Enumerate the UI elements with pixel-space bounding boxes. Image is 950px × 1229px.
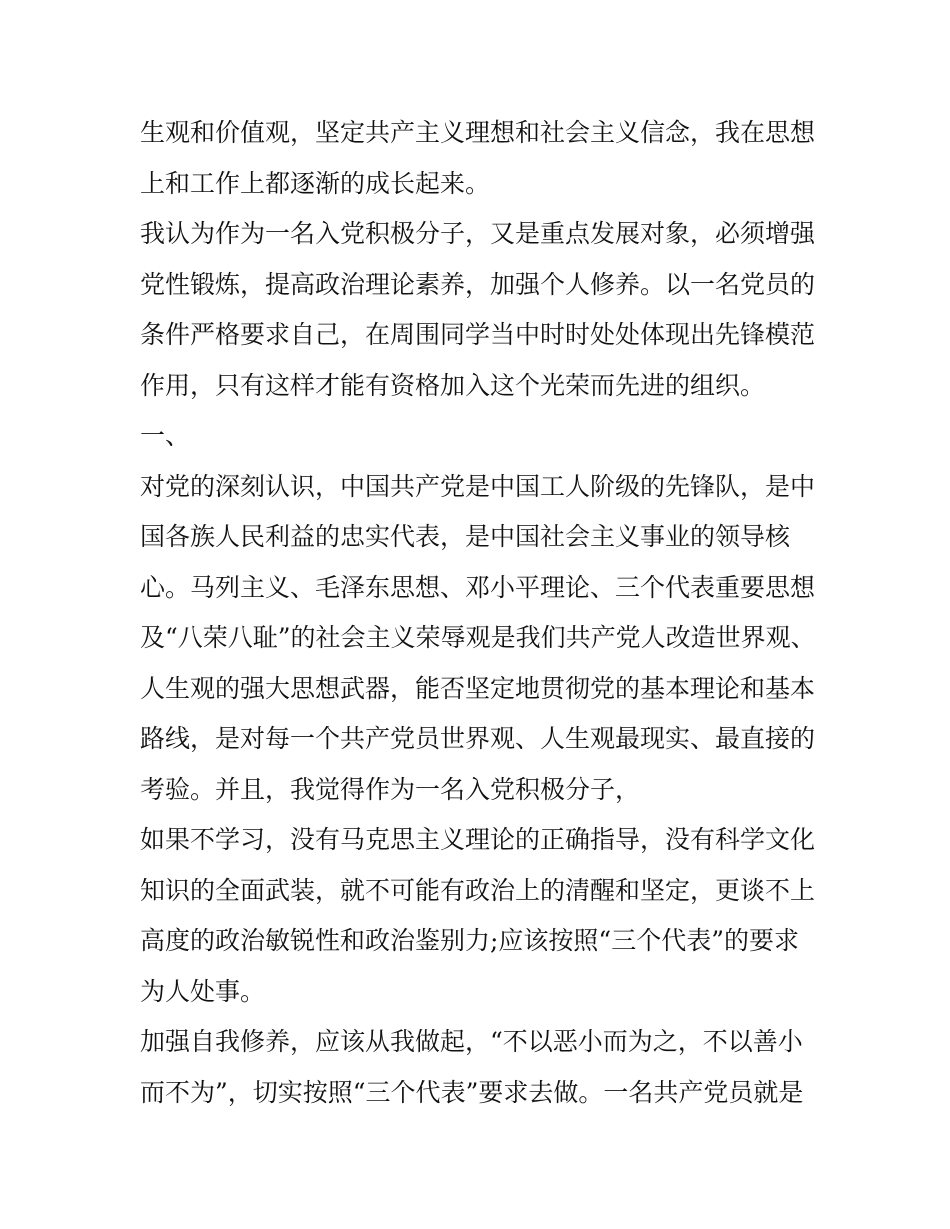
text-line: 生观和价值观，坚定共产主义理想和社会主义信念，我在思想 bbox=[140, 118, 816, 147]
text-line: 加强自我修养，应该从我做起，“不以恶小而为之，不以善小 bbox=[140, 1027, 803, 1056]
text-line: 高度的政治敏锐性和政治鉴别力;应该按照“三个代表”的要求 bbox=[140, 926, 799, 955]
text-line: 及“八荣八耻”的社会主义荣辱观是我们共产党人改造世界观、 bbox=[140, 623, 816, 652]
text-line: 知识的全面武装，就不可能有政治上的清醒和坚定，更谈不上 bbox=[140, 875, 816, 905]
text-line: 上和工作上都逐渐的成长起来。 bbox=[140, 168, 491, 198]
text-line: 如果不学习，没有马克思主义理论的正确指导，没有科学文化 bbox=[140, 825, 816, 854]
text-line: 路线，是对每一个共产党员世界观、人生观最现实、最直接的 bbox=[140, 724, 816, 753]
body-text bbox=[140, 108, 820, 1118]
text-line: 人生观的强大思想武器，能否坚定地贯彻党的基本理论和基本 bbox=[140, 673, 816, 703]
text-line: 考验。并且，我觉得作为一名入党积极分子， bbox=[140, 774, 641, 804]
text-line: 为人处事。 bbox=[140, 976, 266, 1006]
text-line: 条件严格要求自己，在周围同学当中时时处处体现出先锋模范 bbox=[140, 320, 816, 349]
text-line: 对党的深刻认识，中国共产党是中国工人阶级的先锋队，是中 bbox=[140, 471, 816, 501]
section-heading: 一、 bbox=[140, 421, 191, 450]
text-line: 国各族人民利益的忠实代表，是中国社会主义事业的领导核 bbox=[140, 522, 791, 551]
text-line: 我认为作为一名入党积极分子，又是重点发展对象，必须增强 bbox=[140, 219, 816, 248]
text-line: 作用，只有这样才能有资格加入这个光荣而先进的组织。 bbox=[140, 370, 766, 400]
text-line: 而不为”，切实按照“三个代表”要求去做。一名共产党员就是 bbox=[140, 1077, 804, 1107]
text-line: 心。马列主义、毛泽东思想、邓小平理论、三个代表重要思想 bbox=[140, 572, 816, 602]
text-line: 党性锻炼，提高政治理论素养，加强个人修养。以一名党员的 bbox=[140, 269, 816, 299]
